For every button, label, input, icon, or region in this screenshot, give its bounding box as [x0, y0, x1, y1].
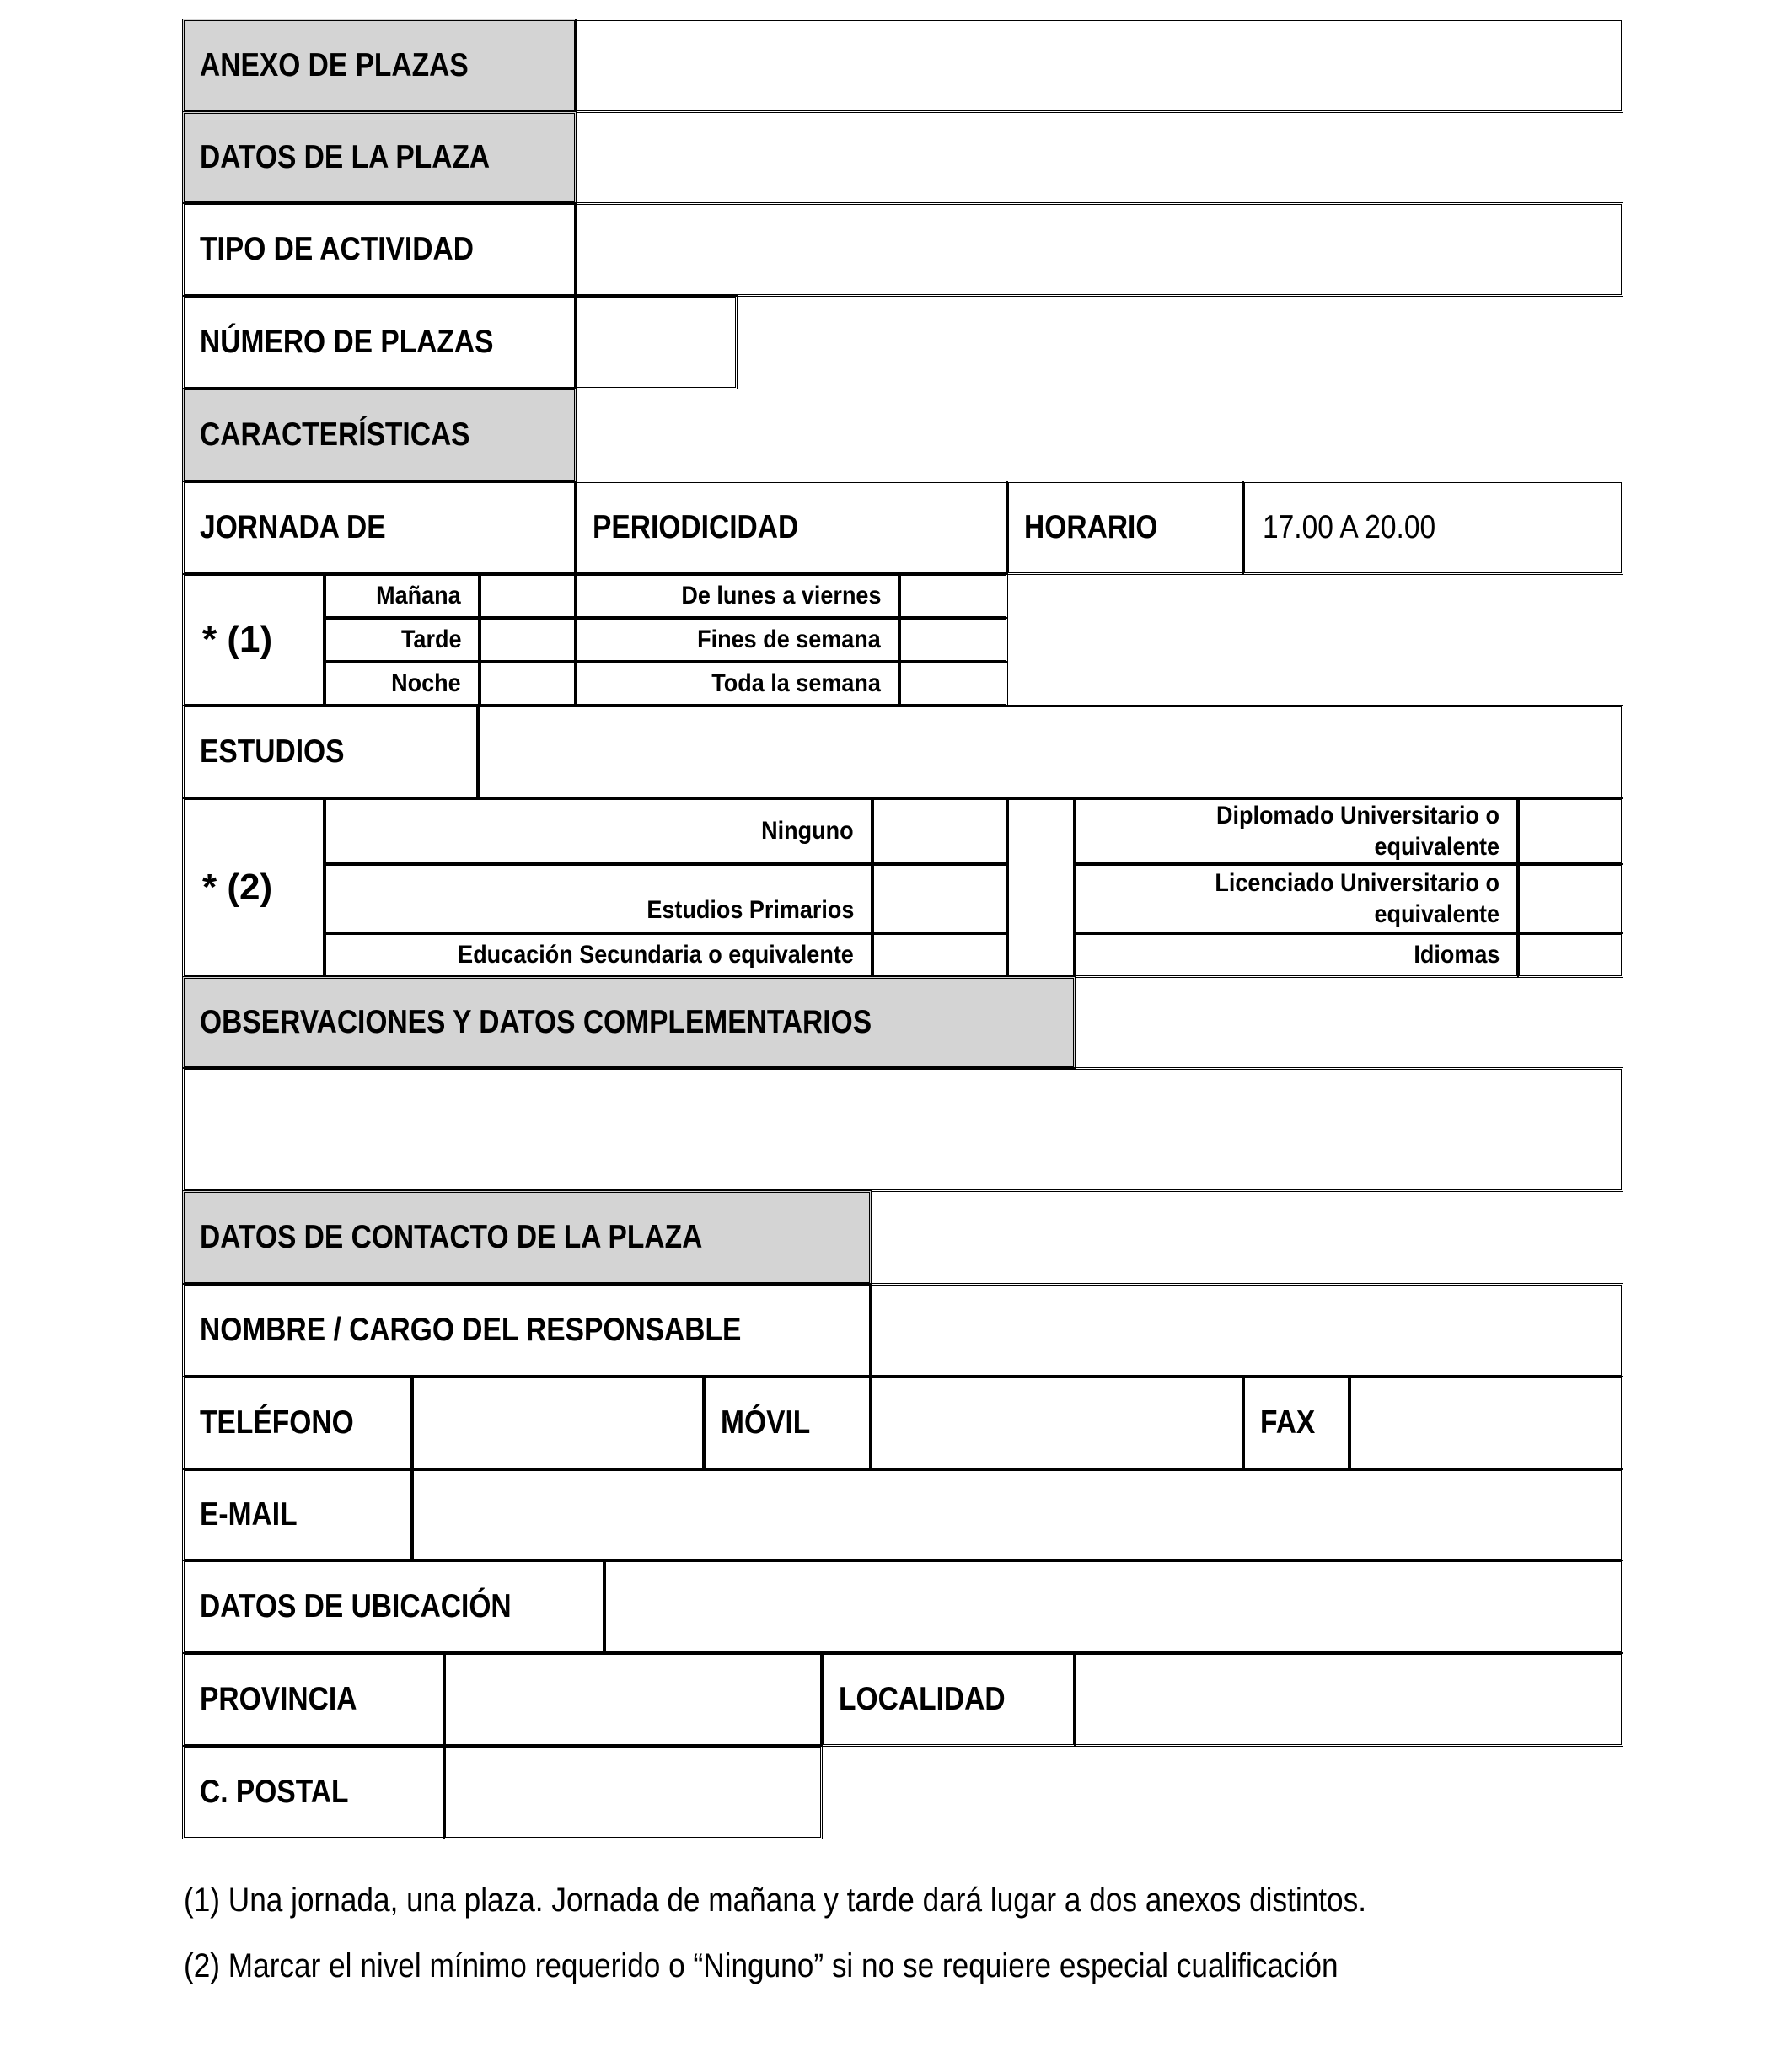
jornada-option-label: Noche — [324, 661, 480, 706]
nombre-cargo-label: NOMBRE / CARGO DEL RESPONSABLE — [182, 1283, 872, 1377]
localidad-label: LOCALIDAD — [821, 1652, 1076, 1747]
fax-field[interactable] — [1349, 1376, 1623, 1470]
anexo-de-plazas-label: ANEXO DE PLAZAS — [182, 19, 577, 113]
tipo-de-actividad-label: TIPO DE ACTIVIDAD — [182, 202, 577, 297]
provincia-field[interactable] — [443, 1652, 823, 1747]
estudios-option-checkbox[interactable] — [872, 932, 1008, 978]
periodicidad-option-checkbox[interactable] — [899, 617, 1008, 663]
email-label: E-MAIL — [182, 1468, 413, 1561]
periodicidad-option-checkbox[interactable] — [899, 661, 1008, 706]
datos-contacto-label: DATOS DE CONTACTO DE LA PLAZA — [182, 1190, 872, 1285]
estudios-option-checkbox[interactable] — [872, 863, 1008, 934]
observaciones-label: OBSERVACIONES Y DATOS COMPLEMENTARIOS — [182, 976, 1076, 1069]
email-field[interactable] — [411, 1468, 1623, 1561]
c-postal-label: C. POSTAL — [182, 1745, 445, 1839]
nombre-cargo-field[interactable] — [870, 1283, 1623, 1377]
jornada-option-checkbox[interactable] — [479, 617, 577, 663]
marker-1: * (1) — [182, 573, 325, 706]
periodicidad-option-checkbox[interactable] — [899, 573, 1008, 619]
jornada-option-label: Tarde — [324, 617, 480, 663]
estudios-option-checkbox[interactable] — [872, 797, 1008, 865]
estudios-label: ESTUDIOS — [182, 705, 479, 799]
datos-ubicacion-field[interactable] — [604, 1560, 1623, 1654]
datos-ubicacion-label: DATOS DE UBICACIÓN — [182, 1560, 605, 1654]
fax-label: FAX — [1242, 1376, 1350, 1470]
telefono-label: TELÉFONO — [182, 1376, 413, 1470]
estudios-option-label: Licenciado Universitario o equivalente — [1074, 863, 1519, 934]
footnote-1: (1) Una jornada, una plaza. Jornada de mañana y tarde dará lugar a dos anexos distintos. — [184, 1882, 1367, 1919]
estudios-option-checkbox[interactable] — [1517, 797, 1623, 865]
jornada-de-label: JORNADA DE — [182, 481, 577, 575]
marker-2: * (2) — [182, 797, 325, 978]
estudios-option-checkbox[interactable] — [1517, 932, 1623, 978]
estudios-option-checkbox[interactable] — [1517, 863, 1623, 934]
periodicidad-option-label: Fines de semana — [575, 617, 900, 663]
jornada-option-label: Mañana — [324, 573, 480, 619]
datos-de-la-plaza-label: DATOS DE LA PLAZA — [182, 111, 577, 204]
caracteristicas-label: CARACTERÍSTICAS — [182, 388, 577, 482]
movil-field[interactable] — [870, 1376, 1244, 1470]
estudios-option-label: Diplomado Universitario o equivalente — [1074, 797, 1519, 865]
telefono-field[interactable] — [411, 1376, 705, 1470]
estudios-option-label: Ninguno — [324, 797, 873, 865]
numero-de-plazas-field[interactable] — [575, 295, 738, 389]
anexo-de-plazas-field[interactable] — [575, 19, 1623, 113]
estudios-field[interactable] — [477, 705, 1623, 799]
periodicidad-option-label: De lunes a viernes — [575, 573, 900, 619]
jornada-option-checkbox[interactable] — [479, 573, 577, 619]
c-postal-field[interactable] — [443, 1745, 823, 1839]
estudios-spacer — [1006, 797, 1076, 978]
jornada-option-checkbox[interactable] — [479, 661, 577, 706]
footnote-2: (2) Marcar el nivel mínimo requerido o “Ninguno” si no se requiere especial cualificación — [184, 1947, 1339, 1984]
periodicidad-option-label: Toda la semana — [575, 661, 900, 706]
estudios-option-label: Idiomas — [1074, 932, 1519, 978]
localidad-field[interactable] — [1074, 1652, 1623, 1747]
periodicidad-label: PERIODICIDAD — [575, 481, 1008, 575]
movil-label: MÓVIL — [703, 1376, 872, 1470]
observaciones-field[interactable] — [182, 1067, 1623, 1192]
numero-de-plazas-label: NÚMERO DE PLAZAS — [182, 295, 577, 389]
provincia-label: PROVINCIA — [182, 1652, 445, 1747]
tipo-de-actividad-field[interactable] — [575, 202, 1623, 297]
estudios-option-label: Educación Secundaria o equivalente — [324, 932, 873, 978]
horario-label: HORARIO — [1006, 481, 1244, 575]
horario-value[interactable]: 17.00 A 20.00 — [1242, 481, 1623, 575]
estudios-option-label: Estudios Primarios — [324, 863, 873, 934]
